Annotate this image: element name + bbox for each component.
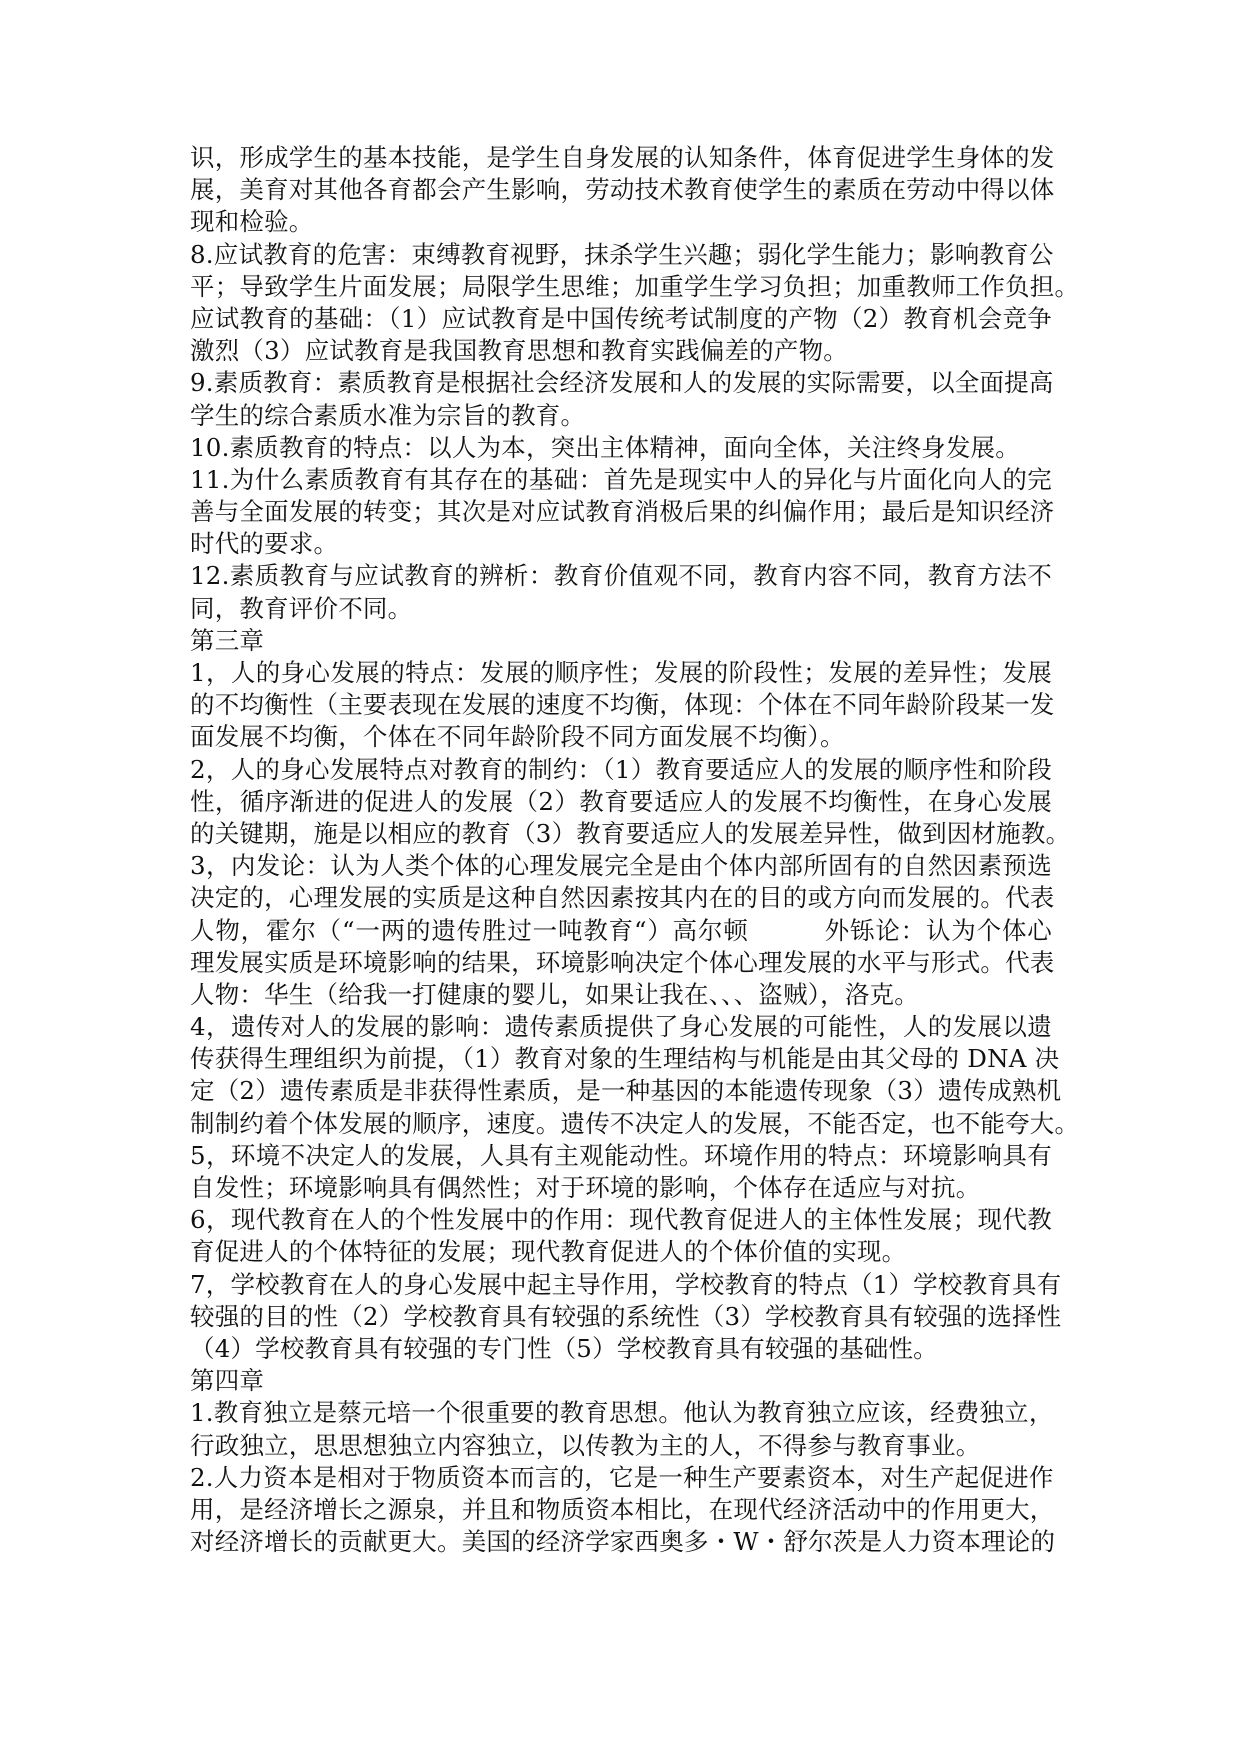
text-line: 2.人力资本是相对于物质资本而言的，它是一种生产要素资本，对生产起促进作: [190, 1462, 1054, 1492]
text-line: 1.教育独立是蔡元培一个很重要的教育思想。他认为教育独立应该，经费独立，: [190, 1398, 1054, 1428]
text-line: 8.应试教育的危害：束缚教育视野，抹杀学生兴趣；弱化学生能力；影响教育公: [190, 239, 1054, 269]
text-line: 行政独立，思思想独立内容独立，以传教为主的人，不得参与教育事业。: [190, 1430, 981, 1460]
text-line: 的关键期，施是以相应的教育（3）教育要适应人的发展差异性，做到因材施教。: [190, 818, 1071, 848]
text-line: 识，形成学生的基本技能，是学生自身发展的认知条件，体育促进学生身体的发: [190, 143, 1055, 172]
text-line: 面发展不均衡，个体在不同年龄阶段不同方面发展不均衡）。: [190, 722, 845, 752]
text-line: 6，现代教育在人的个性发展中的作用：现代教育促进人的主体性发展；现代教: [190, 1205, 1052, 1235]
text-line: 9.素质教育：素质教育是根据社会经济发展和人的发展的实际需要，以全面提高: [190, 368, 1054, 398]
text-line: 4，遗传对人的发展的影响：遗传素质提供了身心发展的可能性，人的发展以遗: [190, 1012, 1052, 1042]
text-line: 的不均衡性（主要表现在发展的速度不均衡，体现：个体在不同年龄阶段某一发: [190, 690, 1055, 720]
text-line: 同，教育评价不同。: [190, 593, 413, 623]
text-line: 7，学校教育在人的身心发展中起主导作用，学校教育的特点（1）学校教育具有: [190, 1269, 1062, 1299]
text-line: 人物：华生（给我一打健康的婴儿，如果让我在、、、盗贼），洛克。: [190, 979, 919, 1009]
text-line: 应试教育的基础：（1）应试教育是中国传统考试制度的产物（2）教育机会竞争: [190, 303, 1052, 333]
text-line: 时代的要求。: [190, 529, 339, 559]
text-line: 善与全面发展的转变；其次是对应试教育消极后果的纠偏作用；最后是知识经济: [190, 497, 1055, 527]
text-line: 3，内发论：认为人类个体的心理发展完全是由个体内部所固有的自然因素预选: [190, 851, 1052, 881]
text-line: 现和检验。: [190, 207, 314, 237]
text-line: 自发性；环境影响具有偶然性；对于环境的影响，个体存在适应与对抗。: [190, 1173, 981, 1202]
text-line: 平；导致学生片面发展；局限学生思维；加重学生学习负担；加重教师工作负担。: [190, 271, 1080, 301]
text-line: 12.素质教育与应试教育的辨析：教育价值观不同，教育内容不同，教育方法不: [190, 561, 1052, 591]
text-line: 用，是经济增长之源泉，并且和物质资本相比，在现代经济活动中的作用更大，: [190, 1494, 1055, 1524]
text-line: 5，环境不决定人的发展，人具有主观能动性。环境作用的特点：环境影响具有: [190, 1140, 1052, 1170]
text-line: 理发展实质是环境影响的结果，环境影响决定个体心理发展的水平与形式。代表: [190, 947, 1055, 977]
text-line: 11.为什么素质教育有其存在的基础：首先是现实中人的异化与片面化向人的完: [190, 464, 1052, 494]
text-line: 学生的综合素质水准为宗旨的教育。: [190, 400, 586, 430]
text-line: 较强的目的性（2）学校教育具有较强的系统性（3）学校教育具有较强的选择性: [190, 1301, 1062, 1331]
document-page: [190, 142, 1080, 1558]
text-line: 育促进人的个体特征的发展；现代教育促进人的个体价值的实现。: [190, 1237, 907, 1267]
text-line: 10.素质教育的特点：以人为本，突出主体精神，面向全体，关注终身发展。: [190, 432, 1020, 462]
text-line: 人物，霍尔（“一两的遗传胜过一吨教育“）高尔顿 外铄论：认为个体心: [190, 915, 1052, 945]
text-line: 传获得生理组织为前提，（1）教育对象的生理结构与机能是由其父母的 DNA 决: [190, 1044, 1060, 1074]
text-line: （4）学校教育具有较强的专门性（5）学校教育具有较强的基础性。: [190, 1333, 938, 1363]
text-line: 制制约着个体发展的顺序，速度。遗传不决定人的发展，不能否定，也不能夸大。: [190, 1108, 1080, 1138]
text-line: 激烈（3）应试教育是我国教育思想和教育实践偏差的产物。: [190, 336, 848, 366]
text-line: 第四章: [190, 1366, 265, 1396]
text-line: 1，人的身心发展的特点：发展的顺序性；发展的阶段性；发展的差异性；发展: [190, 658, 1052, 687]
text-line: 展，美育对其他各育都会产生影响，劳动技术教育使学生的素质在劳动中得以体: [190, 175, 1055, 205]
text-line: 对经济增长的贡献更大。美国的经济学家西奥多・W・舒尔茨是人力资本理论的: [190, 1527, 1056, 1557]
text-line: 定（2）遗传素质是非获得性素质，是一种基因的本能遗传现象（3）遗传成熟机: [190, 1076, 1062, 1106]
text-line: 第三章: [190, 625, 265, 655]
text-line: 2，人的身心发展特点对教育的制约：（1）教育要适应人的发展的顺序性和阶段: [190, 754, 1052, 784]
text-line: 性，循序渐进的促进人的发展（2）教育要适应人的发展不均衡性，在身心发展: [190, 786, 1052, 816]
text-line: 决定的，心理发展的实质是这种自然因素按其内在的目的或方向而发展的。代表: [190, 883, 1055, 913]
